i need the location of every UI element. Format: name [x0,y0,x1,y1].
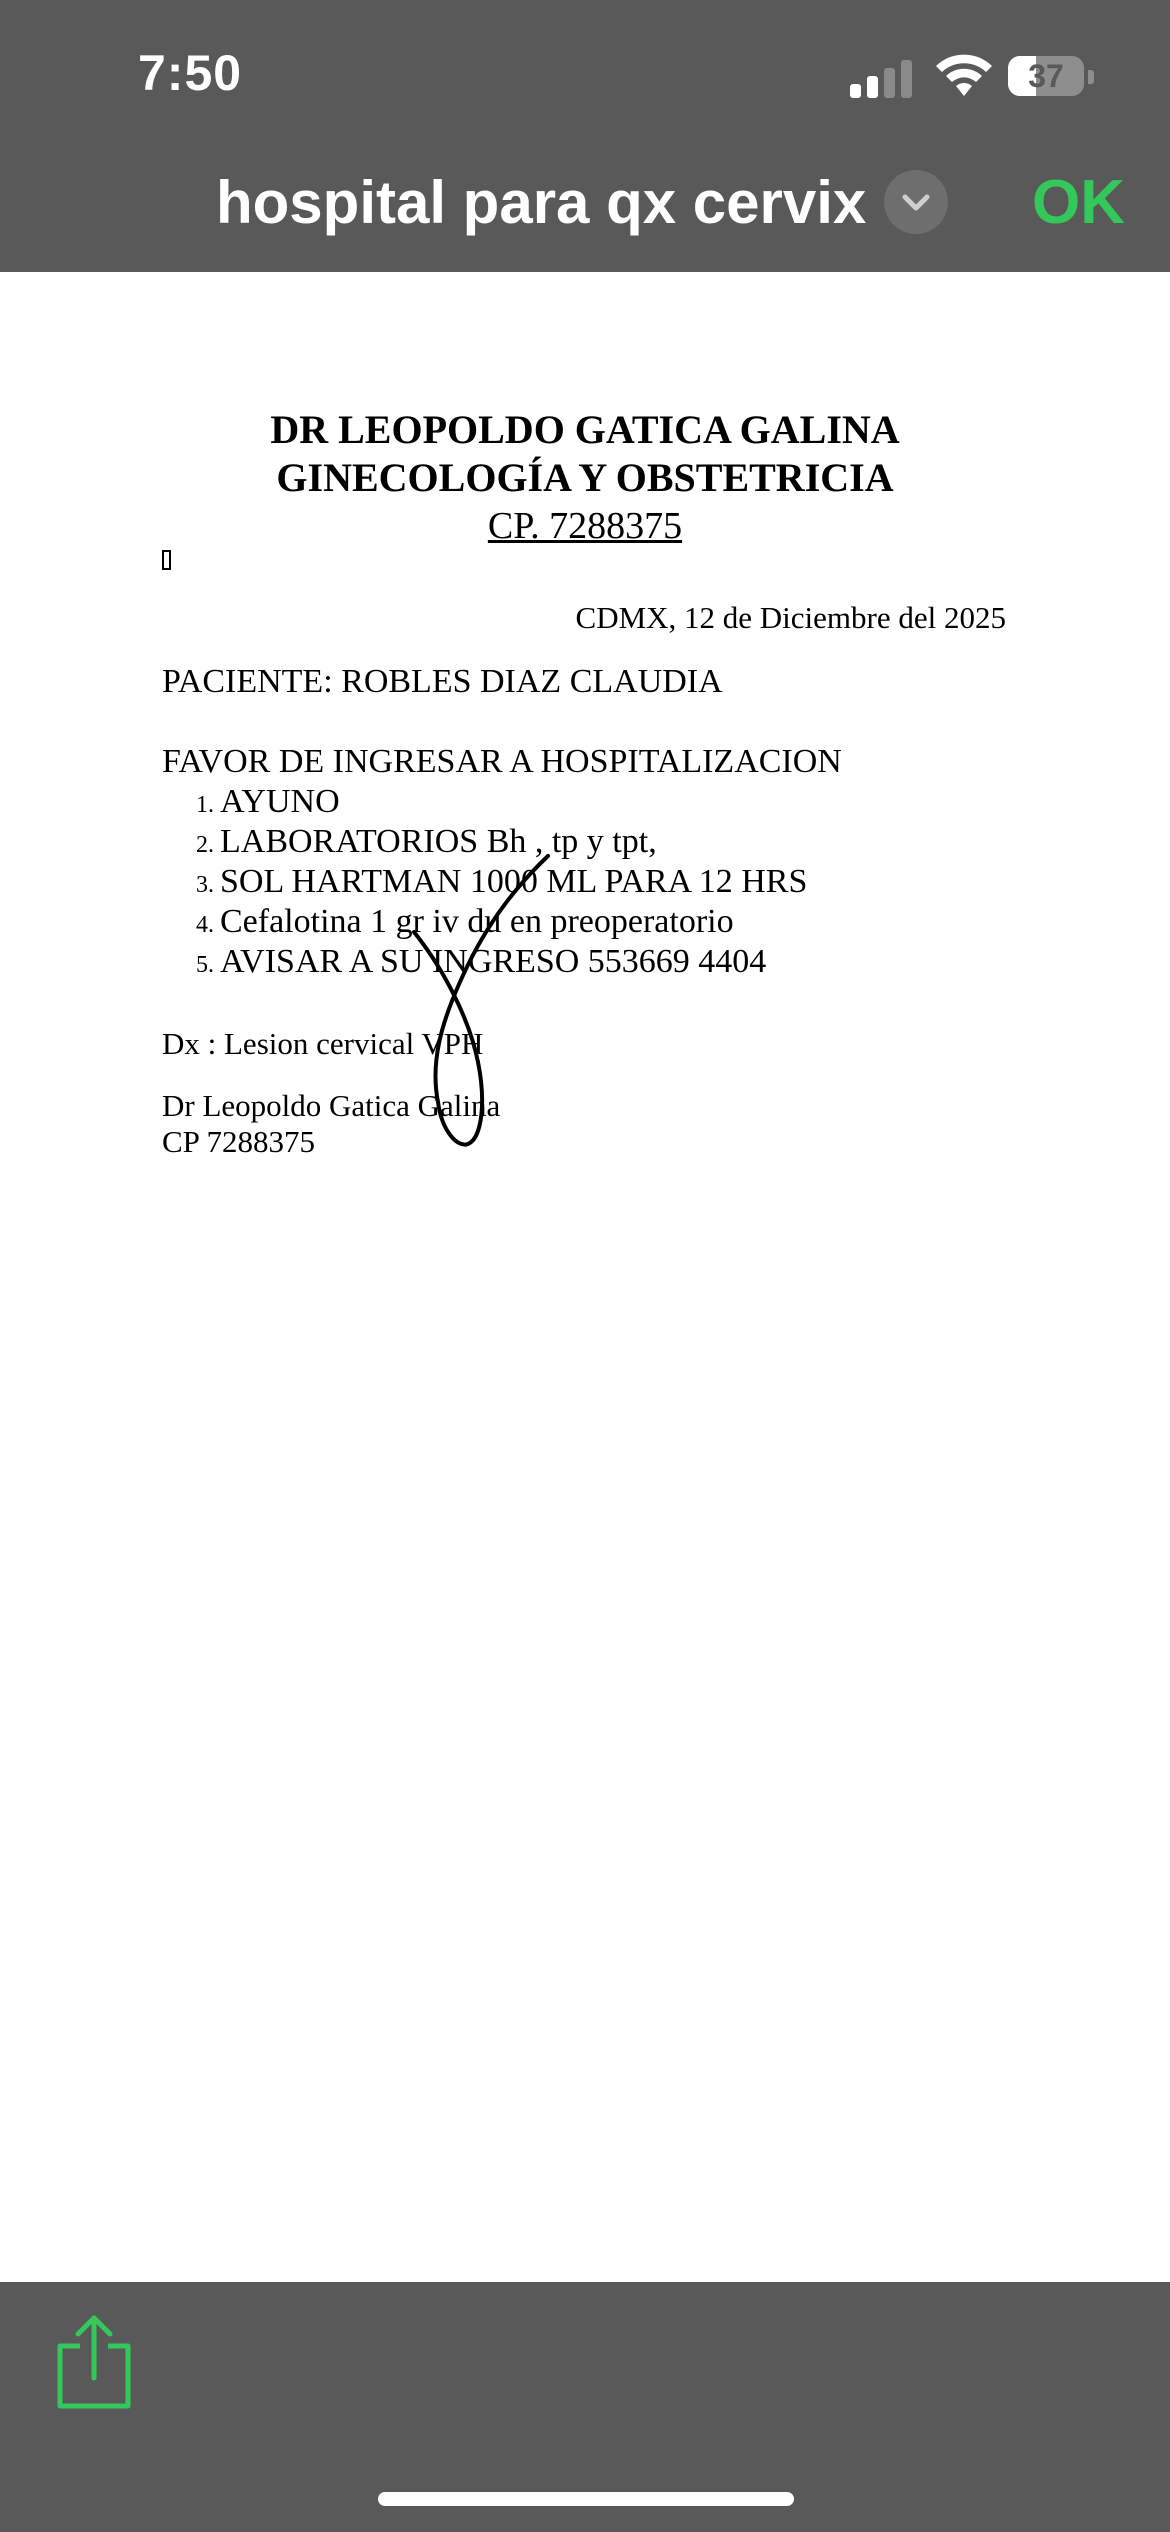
bottom-toolbar [0,2282,1170,2532]
battery-icon [1008,56,1084,96]
home-indicator[interactable] [378,2492,794,2506]
battery-cap [1088,70,1094,84]
share-icon[interactable] [54,2312,134,2412]
document-date: CDMX, 12 de Diciembre del 2025 [575,600,1006,635]
title-menu-button[interactable] [884,170,948,234]
list-item [196,782,340,825]
list-item-number: 3. [196,872,214,898]
diagnosis: Dx : Lesion cervical VPH [162,1026,484,1061]
license-number: CP. 7288375 [487,505,683,547]
doctor-name: DR LEOPOLDO GATICA GALINA [270,407,900,452]
wifi-icon [934,52,994,100]
specialty: GINECOLOGÍA Y OBSTETRICIA [276,455,894,500]
document-title[interactable]: hospital para qx cervix [216,169,867,236]
list-item-text: Cefalotina 1 gr iv du en preoperatorio [220,903,734,940]
patient-name: PACIENTE: ROBLES DIAZ CLAUDIA [162,663,723,700]
list-item-text: LABORATORIOS Bh , tp y tpt, [220,823,657,860]
list-item-text: SOL HARTMAN 1000 ML PARA 12 HRS [220,863,808,900]
placeholder-box-icon [162,550,171,570]
ok-button[interactable]: OK [1032,168,1125,237]
signer-license: CP 7288375 [162,1124,316,1159]
list-item-number: 5. [196,952,214,978]
signer-name: Dr Leopoldo Gatica Galina [162,1088,501,1123]
handwritten-signature [390,852,580,1152]
status-time: 7:50 [138,45,243,101]
navigation-bar [0,0,1170,272]
instruction-heading: FAVOR DE INGRESAR A HOSPITALIZACION [162,743,842,780]
battery-level: 37 [1028,58,1064,94]
list-item-text: AYUNO [220,783,340,820]
list-item-text: AVISAR A SU INGRESO 553669 4404 [220,943,767,980]
document-page [0,272,1170,2282]
list-item-number: 4. [196,912,214,938]
cellular-signal-icon [850,58,914,98]
list-item-number: 2. [196,832,214,858]
list-item-number: 1. [196,792,214,818]
chevron-down-icon [884,170,948,234]
